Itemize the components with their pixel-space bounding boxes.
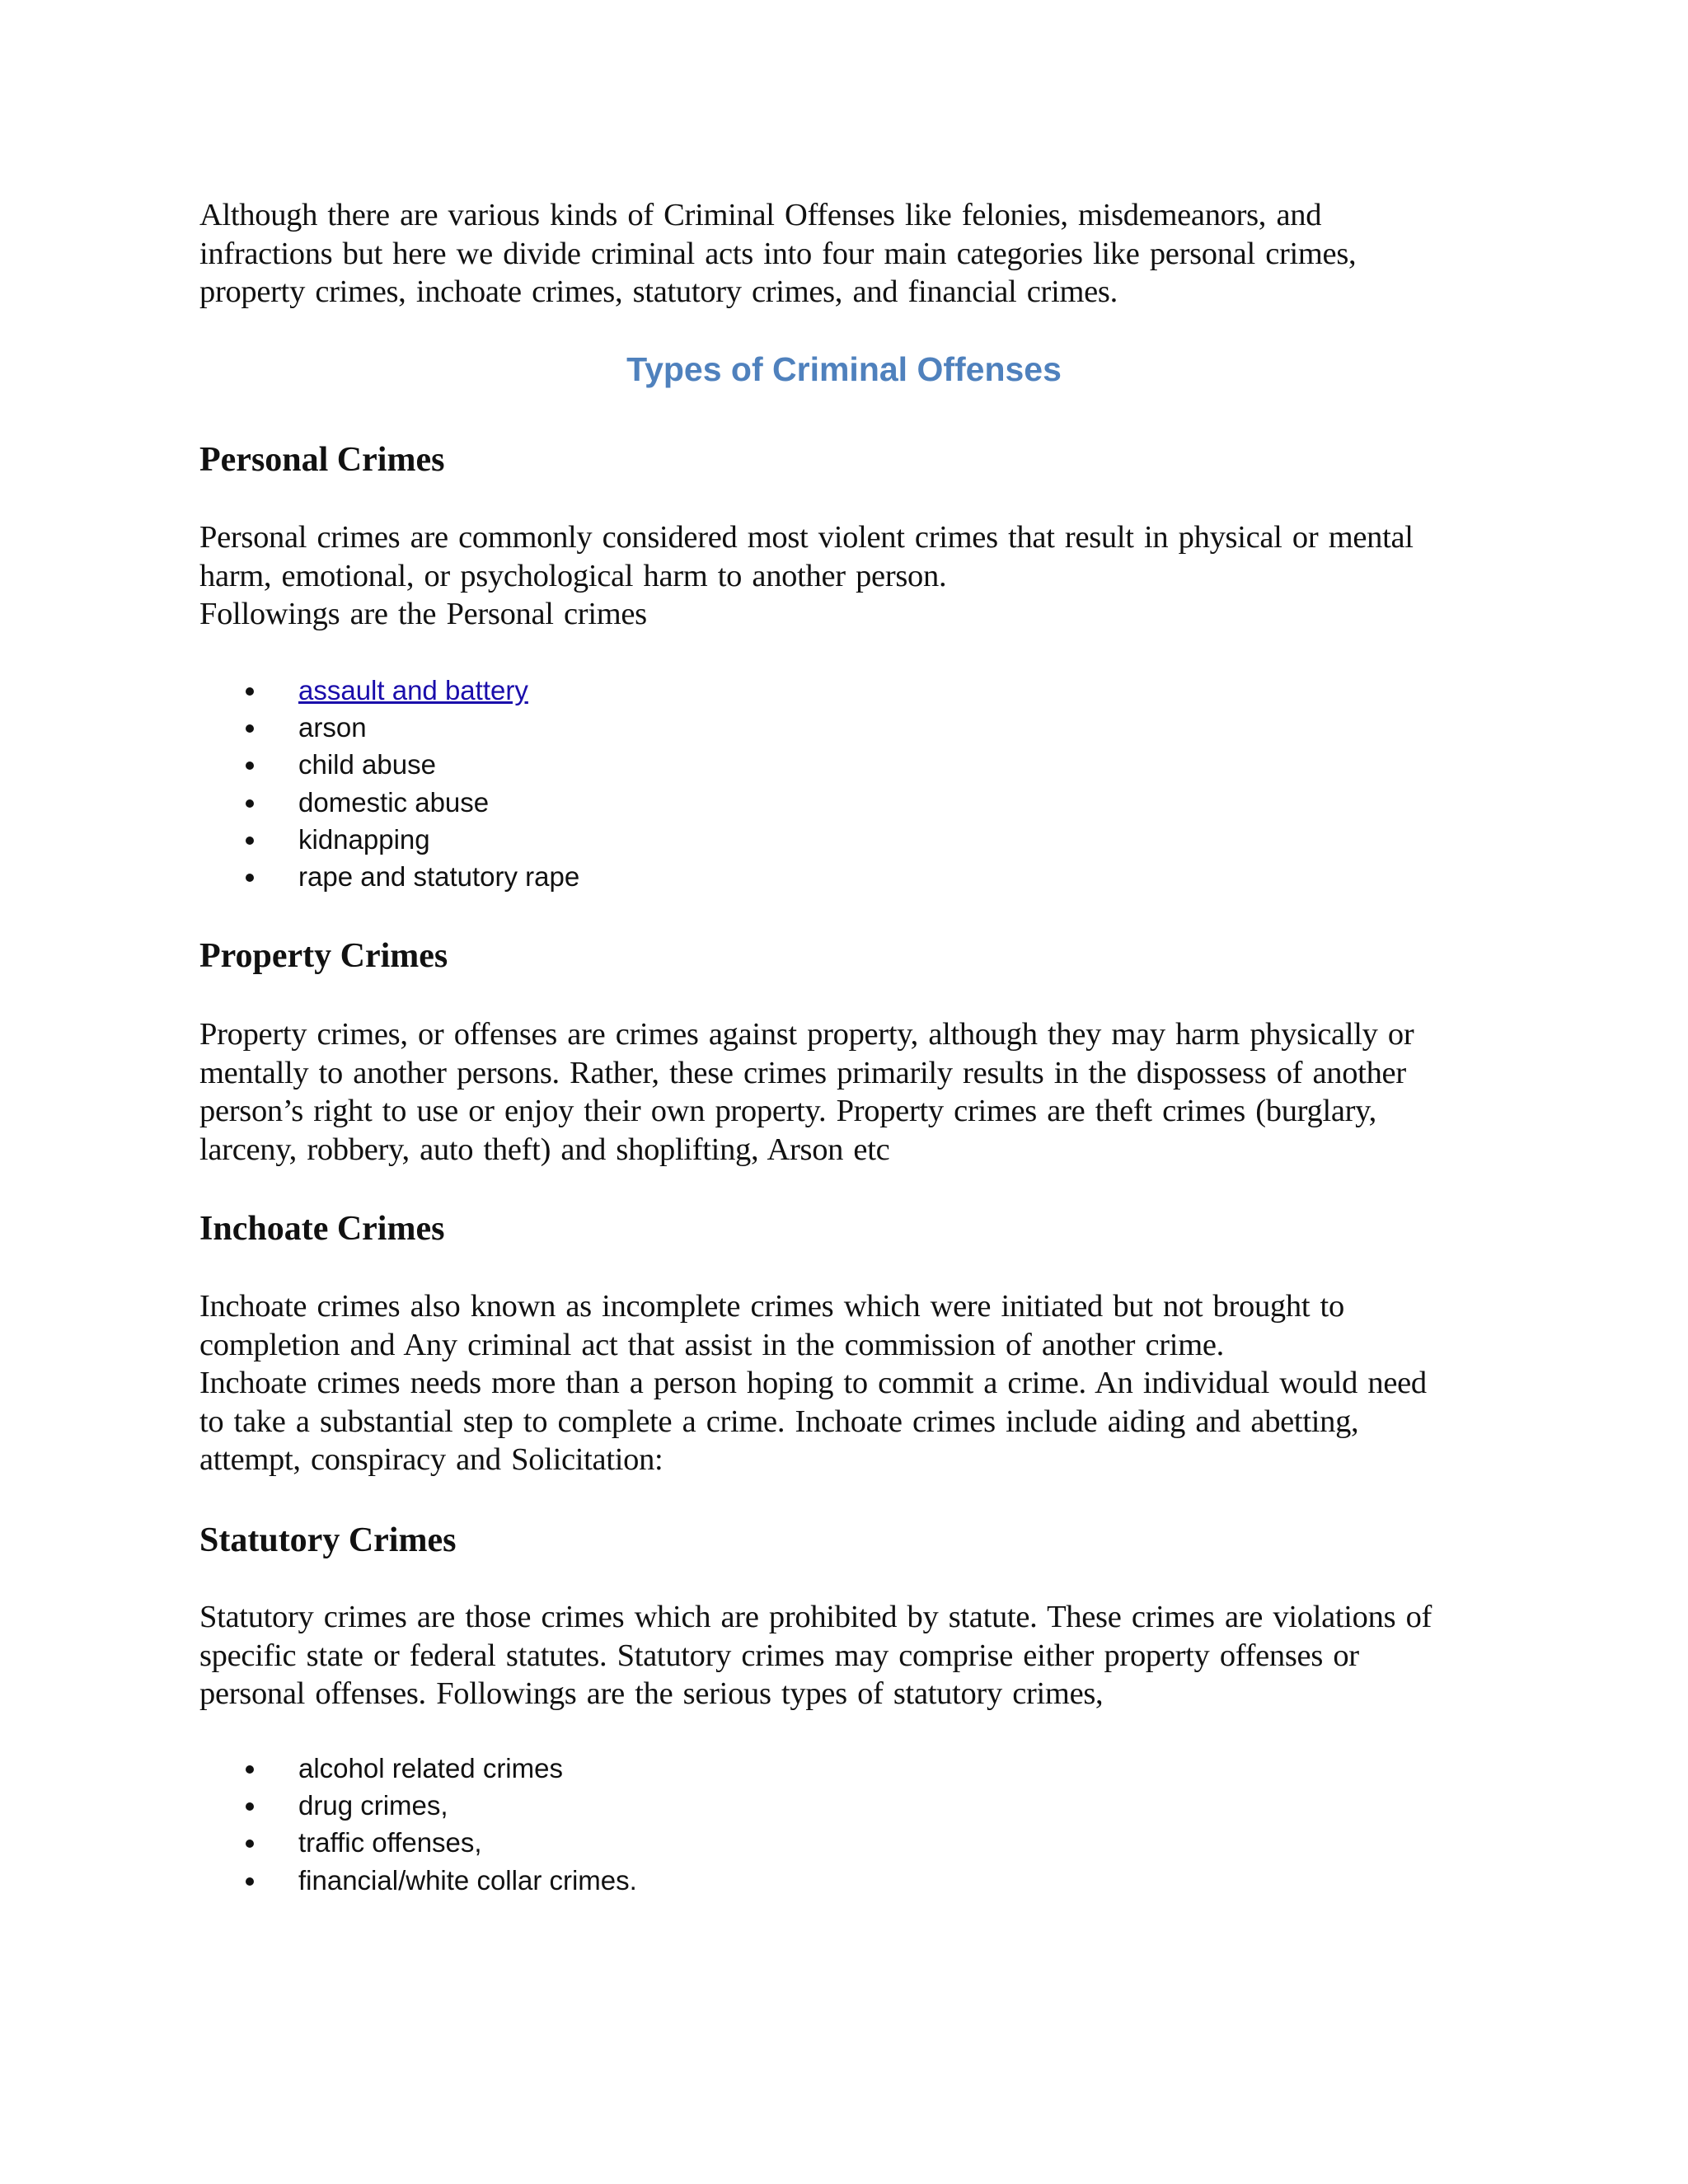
personal-line: harm, emotional, or psychological harm to another person.: [199, 558, 947, 593]
intro-paragraph: [199, 196, 1485, 312]
bullet-icon: [246, 799, 254, 808]
bullet-icon: [246, 1877, 254, 1886]
intro-line: property crimes, inchoate crimes, statutory crimes, and financial crimes.: [199, 274, 1118, 309]
statutory-line: Statutory crimes are those crimes which are prohibited by statute. These crimes are violations of: [199, 1600, 1432, 1634]
inchoate-line: completion and Any criminal act that assist in the commission of another crime.: [199, 1327, 1224, 1362]
statutory-line: specific state or federal statutes. Statutory crimes may comprise either property offenses or: [199, 1638, 1359, 1673]
list-item-label: rape and statutory rape: [298, 860, 580, 892]
personal-crimes-paragraph: [199, 518, 1485, 634]
page-title: Types of Criminal Offenses: [626, 350, 1062, 388]
property-crimes-heading: Property Crimes: [199, 937, 448, 975]
personal-line: Followings are the Personal crimes: [199, 597, 647, 631]
inchoate-crimes-paragraph: [199, 1287, 1485, 1479]
bullet-icon: [246, 1765, 254, 1774]
bullet-icon: [246, 762, 254, 770]
assault-and-battery-link[interactable]: assault and battery: [298, 675, 528, 705]
bullet-icon: [246, 724, 254, 733]
intro-line: Although there are various kinds of Criminal Offenses like felonies, misdemeanors, and: [199, 198, 1322, 232]
inchoate-crimes-heading: Inchoate Crimes: [199, 1210, 445, 1248]
list-item-label: arson: [298, 712, 367, 743]
inchoate-line: Inchoate crimes also known as incomplete crimes which were initiated but not brought to: [199, 1289, 1344, 1324]
bullet-icon: [246, 1802, 254, 1811]
bullet-icon: [246, 837, 254, 845]
statutory-crimes-heading: Statutory Crimes: [199, 1521, 457, 1559]
property-line: mentally to another persons. Rather, these crimes primarily results in the dispossess of another: [199, 1055, 1406, 1090]
list-item-label: kidnapping: [298, 823, 430, 855]
list-item-label: child abuse: [298, 749, 436, 780]
statutory-crimes-paragraph: [199, 1598, 1485, 1713]
bullet-icon: [246, 874, 254, 882]
list-item-label: drug crimes,: [298, 1790, 448, 1821]
inchoate-line: attempt, conspiracy and Solicitation:: [199, 1442, 663, 1477]
list-item-label: financial/white collar crimes.: [298, 1864, 637, 1896]
list-item-label: domestic abuse: [298, 786, 490, 818]
statutory-line: personal offenses. Followings are the serious types of statutory crimes,: [199, 1676, 1104, 1711]
list-item-label: alcohol related crimes: [298, 1753, 563, 1783]
personal-line: Personal crimes are commonly considered most violent crimes that result in physical or mental: [199, 520, 1414, 555]
property-line: larceny, robbery, auto theft) and shoplifting, Arson etc: [199, 1132, 890, 1167]
property-line: Property crimes, or offenses are crimes against property, although they may harm physically or: [199, 1017, 1414, 1052]
bullet-icon: [246, 687, 254, 696]
bullet-icon: [246, 1840, 254, 1848]
intro-line: infractions but here we divide criminal acts into four main categories like personal crimes,: [199, 236, 1357, 271]
inchoate-line: Inchoate crimes needs more than a person hoping to commit a crime. An individual would need: [199, 1366, 1427, 1400]
property-line: person’s right to use or enjoy their own property. Property crimes are theft crimes (burglary,: [199, 1094, 1376, 1128]
inchoate-line: to take a substantial step to complete a crime. Inchoate crimes include aiding and abetting,: [199, 1404, 1359, 1439]
personal-crimes-heading: Personal Crimes: [199, 441, 445, 479]
property-crimes-paragraph: [199, 1015, 1485, 1169]
list-item-label: traffic offenses,: [298, 1827, 482, 1858]
